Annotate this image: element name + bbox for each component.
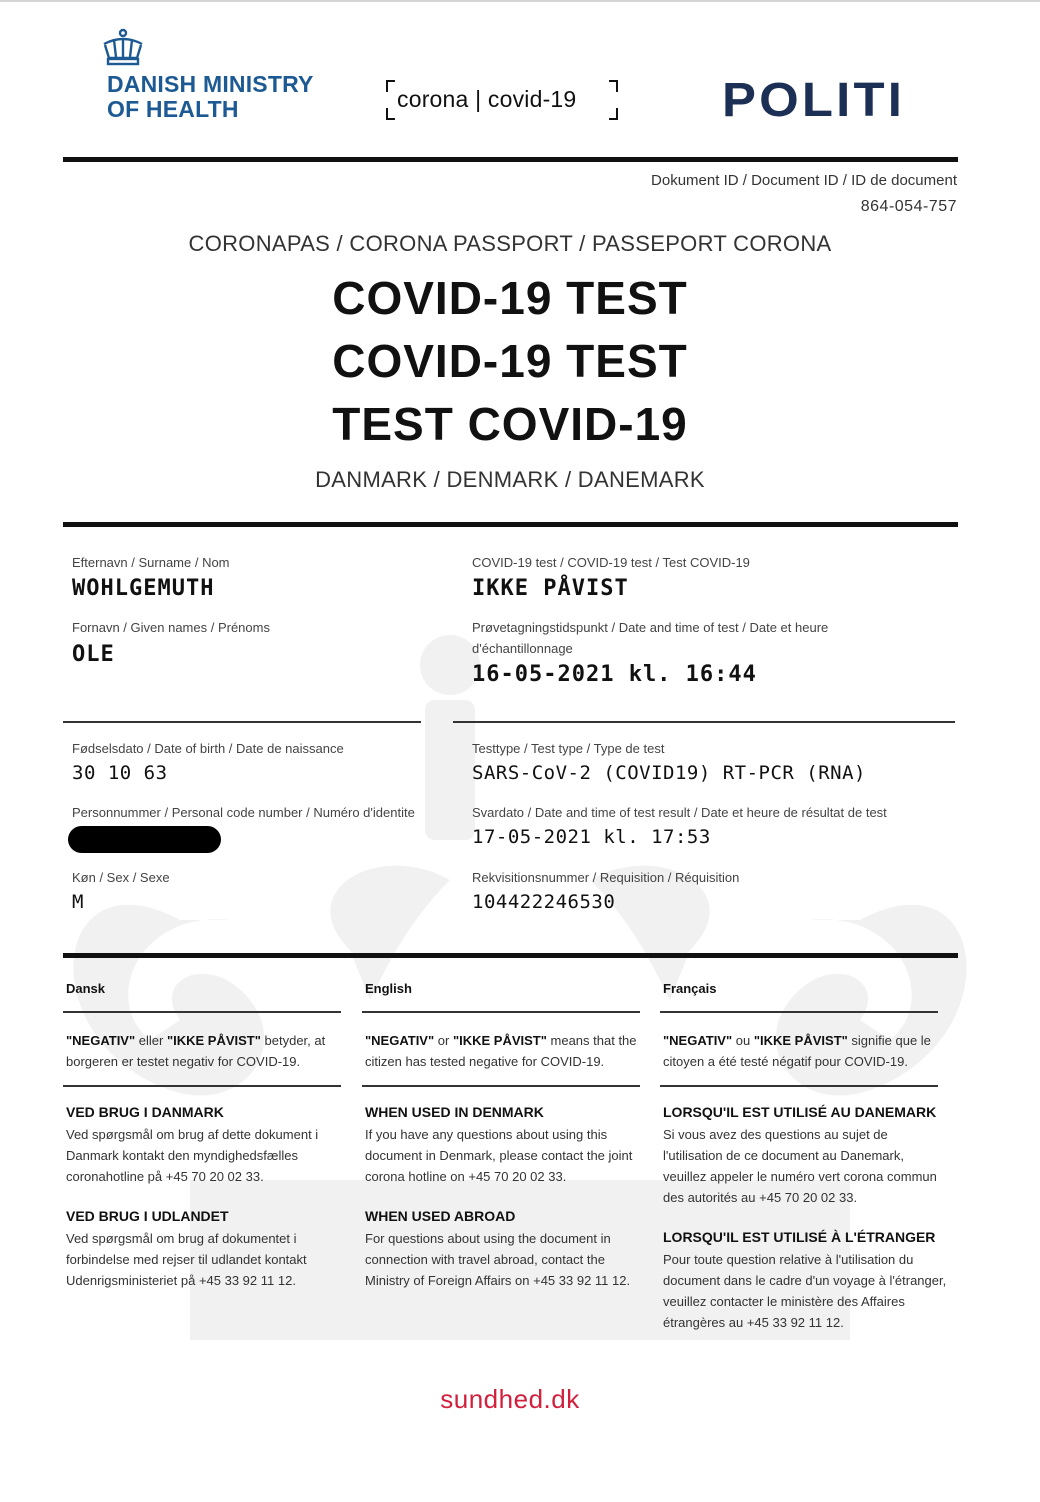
sample-time-label-1: Prøvetagningstidspunkt / Date and time of test / Date et heure [472, 620, 829, 635]
dansk-abroad-heading: VED BRUG I UDLANDET [66, 1208, 229, 1224]
dob-label: Fødselsdato / Date of birth / Date de naissance [72, 741, 344, 756]
test-result-label: COVID-19 test / COVID-19 test / Test COVID-19 [472, 555, 750, 570]
sex-label: Køn / Sex / Sexe [72, 870, 170, 885]
francais-abroad-text: Pour toute question relative à l'utilisation du document dans le cadre d'un voyage à l'étranger, veuillez contacter le ministère des Affaires étrangères au +45 33 92 11 12. [663, 1252, 947, 1330]
ministry-logo-text [107, 72, 314, 122]
francais-abroad-heading: LORSQU'IL EST UTILISÉ À L'ÉTRANGER [663, 1229, 936, 1245]
sex-value: M [72, 891, 84, 913]
ministry-line-1: DANISH MINISTRY [107, 71, 314, 97]
surname-value: WOHLGEMUTH [72, 576, 215, 601]
sample-time-value: 16-05-2021 kl. 16:44 [472, 662, 757, 687]
dansk-heading: Dansk [66, 981, 106, 996]
test-type-label: Testtype / Test type / Type de test [472, 741, 665, 756]
given-names-value: OLE [72, 642, 115, 667]
title-divider [63, 522, 958, 527]
ministry-line-2: OF HEALTH [107, 96, 239, 122]
dansk-denmark-text: Ved spørgsmål om brug af dette dokument i Danmark kontakt den myndighedsfælles coronahotline på +45 70 20 02 33. [66, 1127, 319, 1184]
test-type-value: SARS-CoV-2 (COVID19) RT-PCR (RNA) [472, 762, 866, 784]
document-id-label: Dokument ID / Document ID / ID de document [651, 172, 957, 189]
header-divider [63, 157, 958, 162]
english-divider-2 [362, 1085, 640, 1087]
francais-heading: Français [663, 981, 717, 996]
francais-divider-2 [660, 1085, 938, 1087]
sundhed-logo: sundhed.dk [440, 1384, 580, 1414]
dansk-negative-text: "NEGATIV" eller "IKKE PÅVIST" betyder, at borgeren er testet negativ for COVID-19. [66, 1033, 326, 1069]
english-denmark-text: If you have any questions about using this document in Denmark, please contact the joint corona hotline on +45 70 20 02 33. [365, 1127, 633, 1184]
document-id-value: 864-054-757 [860, 198, 957, 215]
dansk-abroad-text: Ved spørgsmål om brug af dokumentet i forbindelse med rejser til udlandet kontakt Udenrigsministeriet på +45 33 92 11 12. [66, 1231, 307, 1288]
right-field-divider [453, 721, 955, 723]
fields-divider [63, 953, 958, 958]
title-line-2: COVID-19 TEST [332, 335, 688, 387]
country-title: DANMARK / DENMARK / DANEMARK [315, 467, 705, 492]
surname-label: Efternavn / Surname / Nom [72, 555, 230, 570]
dansk-divider-2 [63, 1085, 341, 1087]
given-names-label: Fornavn / Given names / Prénoms [72, 620, 270, 635]
english-abroad-text: For questions about using the document in connection with travel abroad, contact the Ministry of Foreign Affairs on +45 33 92 11 12. [365, 1231, 631, 1288]
francais-negative-text: "NEGATIV" ou "IKKE PÅVIST" signifie que le citoyen a été testé négatif pour COVID-19. [663, 1033, 931, 1069]
francais-denmark-heading: LORSQU'IL EST UTILISÉ AU DANEMARK [663, 1104, 937, 1120]
dansk-divider-1 [63, 1011, 341, 1013]
dob-value: 30 10 63 [72, 762, 168, 784]
dansk-denmark-heading: VED BRUG I DANMARK [66, 1104, 224, 1120]
english-heading: English [365, 981, 412, 996]
politi-logo: POLITI [722, 74, 906, 127]
test-result-value: IKKE PÅVIST [472, 576, 629, 601]
requisition-value: 104422246530 [472, 891, 616, 913]
english-divider-1 [362, 1011, 640, 1013]
requisition-label: Rekvisitionsnummer / Requisition / Réquisition [472, 870, 740, 885]
corona-covid19-logo [382, 78, 620, 122]
title-line-1: COVID-19 TEST [332, 272, 688, 324]
title-line-3: TEST COVID-19 [332, 398, 688, 450]
corona-logo-text: corona | covid-19 [397, 86, 577, 112]
result-time-value: 17-05-2021 kl. 17:53 [472, 826, 711, 848]
passport-title: CORONAPAS / CORONA PASSPORT / PASSEPORT CORONA [188, 231, 832, 256]
redacted-personal-code [68, 826, 221, 853]
sample-time-label-2: d'échantillonnage [472, 641, 573, 656]
personal-code-label: Personnummer / Personal code number / Numéro d'identite [72, 805, 415, 820]
left-field-divider [63, 721, 421, 723]
english-denmark-heading: WHEN USED IN DENMARK [365, 1104, 544, 1120]
crown-icon [100, 28, 146, 66]
francais-divider-1 [660, 1011, 938, 1013]
english-negative-text: "NEGATIV" or "IKKE PÅVIST" means that the citizen has tested negative for COVID-19. [365, 1033, 637, 1069]
francais-denmark-text: Si vous avez des questions au sujet de l'utilisation de ce document au Danemark, veuillez appeler le numéro vert corona commun des autorités au +45 70 20 02 33. [663, 1127, 937, 1205]
result-time-label: Svardato / Date and time of test result / Date et heure de résultat de test [472, 805, 887, 820]
top-edge [0, 0, 1040, 2]
english-abroad-heading: WHEN USED ABROAD [365, 1208, 516, 1224]
